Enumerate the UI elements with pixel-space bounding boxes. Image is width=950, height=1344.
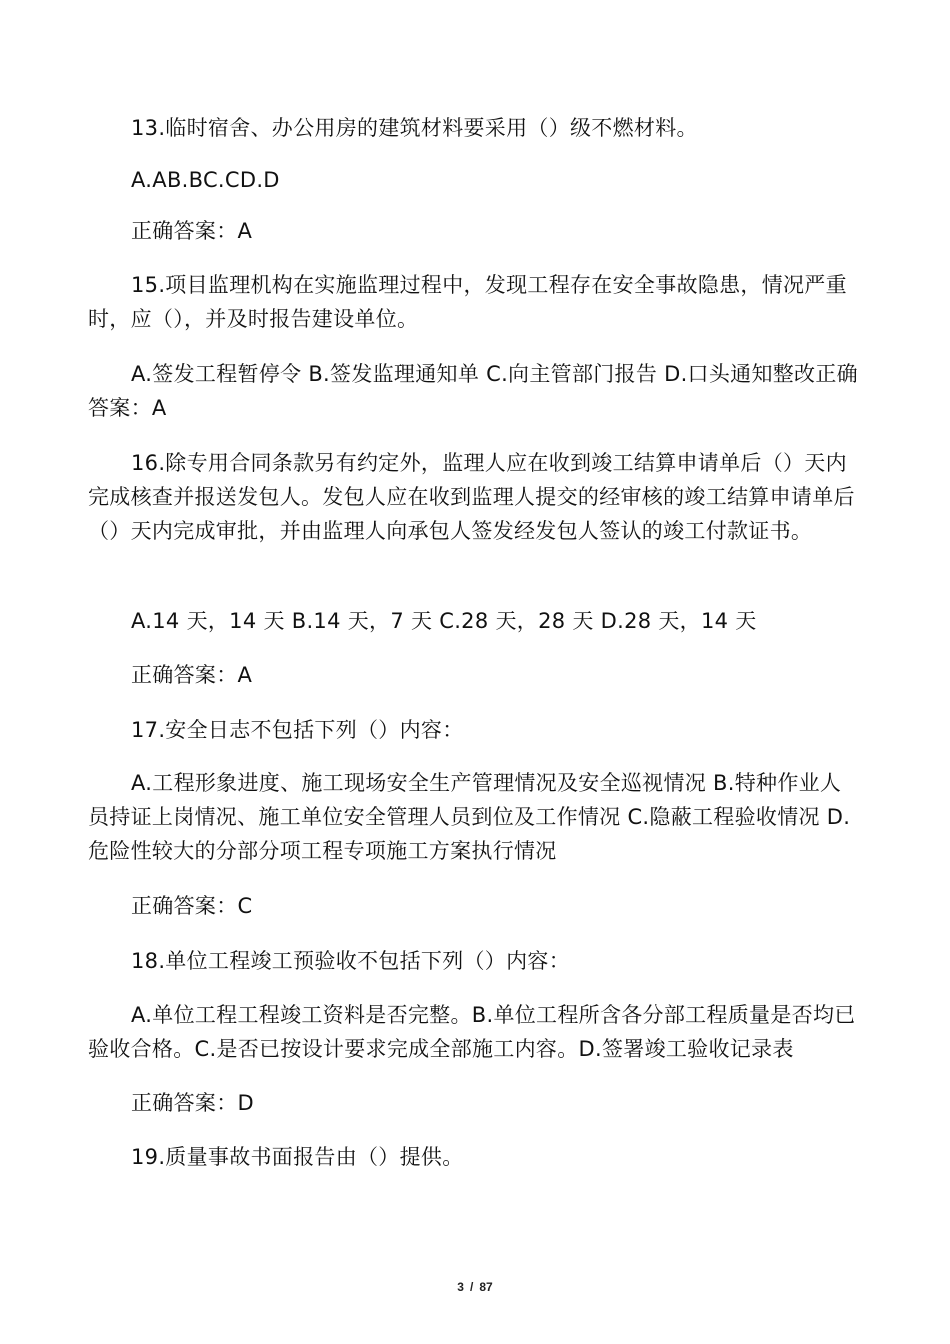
question-19: 19.质量事故书面报告由（）提供。 [131,1145,464,1169]
page-current: 3 [457,1280,464,1294]
options-17: A.工程形象进度、施工现场安全生产管理情况及安全巡视情况 B.特种作业人员持证上岗情况、施工单位安全管理人员到位及工作情况 C.隐蔽工程验收情况 D.危险性较大的分部分项工程专项施工方案执行情况 [88,771,851,863]
question-16: 16.除专用合同条款另有约定外，监理人应在收到竣工结算申请单后（）天内完成核查并报送发包人。发包人应在收到监理人提交的经审核的竣工结算申请单后（）天内完成审批，并由监理人向承包人签发经发包人签认的竣工付款证书。 [88,451,855,543]
answer-13: 正确答案：A [131,219,253,243]
options-answer-15: A.签发工程暂停令 B.签发监理通知单 C.向主管部门报告 D.口头通知整改正确答案：A [88,362,858,420]
options-13: A.AB.BC.CD.D [131,168,280,192]
page-number [0,1280,950,1294]
page-total: 87 [479,1280,493,1294]
question-13: 13.临时宿舍、办公用房的建筑材料要采用（）级不燃材料。 [131,116,698,140]
options-18: A.单位工程工程竣工资料是否完整。B.单位工程所含各分部工程质量是否均已验收合格。C.是否已按设计要求完成全部施工内容。D.签署竣工验收记录表 [88,1003,856,1061]
question-15: 15.项目监理机构在实施监理过程中，发现工程存在安全事故隐患，情况严重时，应（），并及时报告建设单位。 [88,273,847,331]
answer-18: 正确答案：D [131,1091,254,1115]
options-16: A.14 天，14 天 B.14 天，7 天 C.28 天，28 天 D.28 天，14 天 [131,609,757,633]
answer-17: 正确答案：C [131,894,253,918]
answer-16: 正确答案：A [131,663,253,687]
question-18: 18.单位工程竣工预验收不包括下列（）内容： [131,949,570,973]
question-17: 17.安全日志不包括下列（）内容： [131,718,464,742]
page-separator: / [469,1280,474,1294]
